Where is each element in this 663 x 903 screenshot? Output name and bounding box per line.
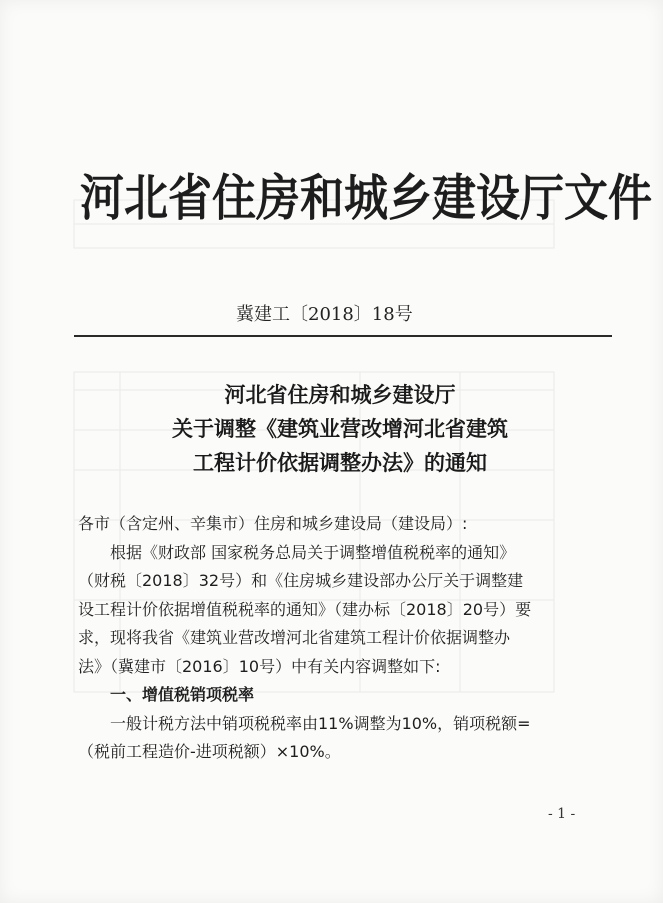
body-line: 一般计税方法中销项税税率由11%调整为10%，销项税额=	[110, 713, 531, 733]
issuer-title: 河北省住房和城乡建设厅文件	[80, 170, 652, 228]
notice-title-line: 河北省住房和城乡建设厅	[224, 383, 456, 407]
notice-title	[90, 378, 590, 480]
body-line: （财税〔2018〕32号）和《住房城乡建设部办公厅关于调整建	[78, 571, 524, 590]
body-line: （税前工程造价-进项税额）×10%。	[78, 742, 341, 761]
body-line: 求，现将我省《建筑业营改增河北省建筑工程计价依据调整办	[78, 628, 511, 647]
page-number: - 1 -	[548, 806, 576, 822]
header-divider	[74, 335, 612, 337]
addressee-line: 各市（含定州、辛集市）住房和城乡建设局（建设局）:	[78, 514, 468, 533]
body-line: 法》（冀建市〔2016〕10号）中有关内容调整如下:	[78, 656, 441, 676]
body-line: 根据《财政部 国家税务总局关于调整增值税税率的通知》	[110, 542, 516, 562]
notice-title-line: 关于调整《建筑业营改增河北省建筑	[172, 417, 508, 441]
notice-body	[78, 510, 598, 767]
notice-title-line: 工程计价依据调整办法》的通知	[193, 451, 487, 475]
body-line: 设工程计价依据增值税税率的通知》（建办标〔2018〕20号）要	[78, 599, 532, 619]
section-heading: 一、增值税销项税率	[110, 685, 255, 704]
document-number: 冀建工〔2018〕18号	[236, 304, 413, 325]
